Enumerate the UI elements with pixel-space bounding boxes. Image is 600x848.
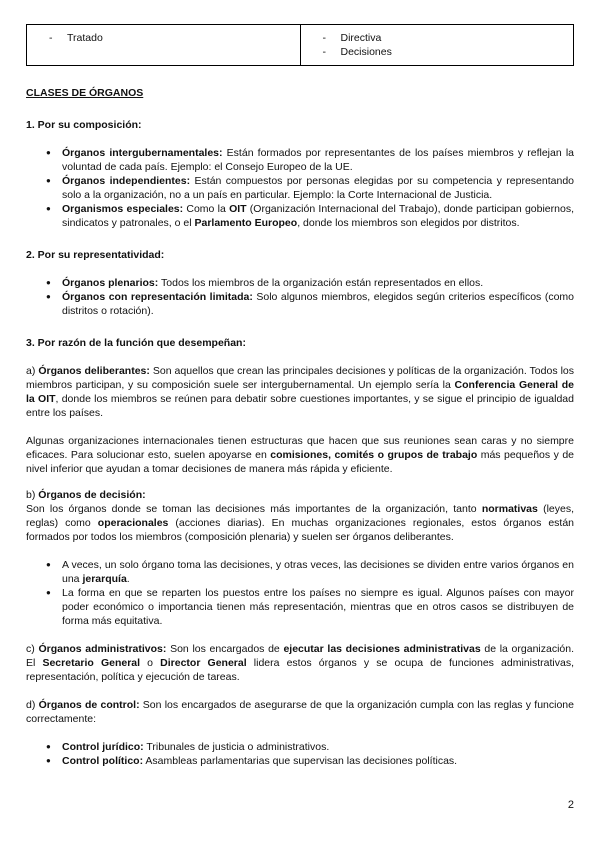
table-cell-right [300, 25, 574, 66]
section-heading-representativity: 2. Por su representatividad: [26, 249, 165, 261]
paragraph-decision-heading: b) Órganos de decisión: [26, 489, 146, 501]
paragraph-control: d) Órganos de control: Son los encargados de asegurarse de que la organización cumpla con las reglas y funcione correctamente: [26, 699, 574, 725]
table-cell-left [27, 25, 301, 66]
list-item: ● Organismos especiales: Como la OIT (Organización Internacional del Trabajo), donde participan gobiernos, sindicatos y patronales, o el Parlamento Europeo, donde los miembros son elegidos por distritos. [62, 202, 574, 230]
list-item: - Tratado [49, 32, 103, 44]
section-heading-function: 3. Por razón de la función que desempeñan: [26, 337, 246, 349]
list-item: ● A veces, un solo órgano toma las decisiones, y otras veces, las decisiones se dividen entre varios órganos en una jerarquía. [62, 558, 574, 586]
control-list [26, 740, 574, 768]
list-item: ● Control político: Asambleas parlamentarias que supervisan las decisiones políticas. [62, 754, 574, 768]
paragraph-committees: Algunas organizaciones internacionales tienen estructuras que hacen que sus reuniones sean caras y no siempre eficaces. Para solucionar esto, suelen apoyarse en comisiones, comités o grupos de trabajo más pequeños y de nivel inferior que ayudan a tomar decisiones de manera más rápida y eficiente. [26, 435, 574, 475]
list-item: ● Órganos con representación limitada: Solo algunos miembros, elegidos según criterios específicos (como distritos o rotación). [62, 290, 574, 318]
norms-table [26, 24, 574, 66]
representativity-list [26, 276, 574, 318]
page-title: CLASES DE ÓRGANOS [26, 87, 144, 99]
list-item: ● Órganos plenarios: Todos los miembros de la organización están representados en ellos. [62, 276, 574, 290]
page-number: 2 [567, 799, 574, 811]
list-item: - Directiva [322, 32, 382, 44]
list-item: - Decisiones [322, 46, 392, 58]
composition-list [26, 146, 574, 230]
list-item: ● Órganos intergubernamentales: Están formados por representantes de los países miembros y reflejan la voluntad de cada país. Ejemplo: el Consejo Europeo de la UE. [62, 146, 574, 174]
list-item: ● Control jurídico: Tribunales de justicia o administrativos. [62, 740, 574, 754]
document-page [26, 24, 574, 768]
list-item: ● La forma en que se reparten los puestos entre los países no siempre es igual. Algunos países con mayor poder económico o importancia tienen más representación, mientras que en otros casos se distribuyen de forma más equitativa. [62, 586, 574, 628]
decision-list [26, 558, 574, 628]
list-item: ● Órganos independientes: Están compuestos por personas elegidas por su competencia y representando solo a la organización, no a un país en particular. Ejemplo: la Corte Internacional de Justicia. [62, 174, 574, 202]
section-heading-composition: 1. Por su composición: [26, 119, 142, 131]
paragraph-deliberative: a) Órganos deliberantes: Son aquellos que crean las principales decisiones y políticas de la organización. Todos los miembros participan, y su composición suele ser intergubernamental. Un ejemplo sería la Conferencia General de la OIT, donde los miembros se reúnen para debatir sobre cuestiones importantes, y se sigue el principio de igualdad entre los países. [26, 365, 575, 419]
paragraph-decision: Son los órganos donde se toman las decisiones más importantes de la organización, tanto normativas (leyes, reglas) como operacionales (acciones diarias). En muchas organizaciones regionales, estos órganos están formados por todos los miembros (composición plenaria) y suelen ser órganos deliberantes. [26, 503, 575, 543]
paragraph-administrative: c) Órganos administrativos: Son los encargados de ejecutar las decisiones administrativas de la organización. El Secretario General o Director General lidera estos órganos y se ocupa de funciones administrativas, representación, política y ejecución de tareas. [26, 643, 575, 683]
